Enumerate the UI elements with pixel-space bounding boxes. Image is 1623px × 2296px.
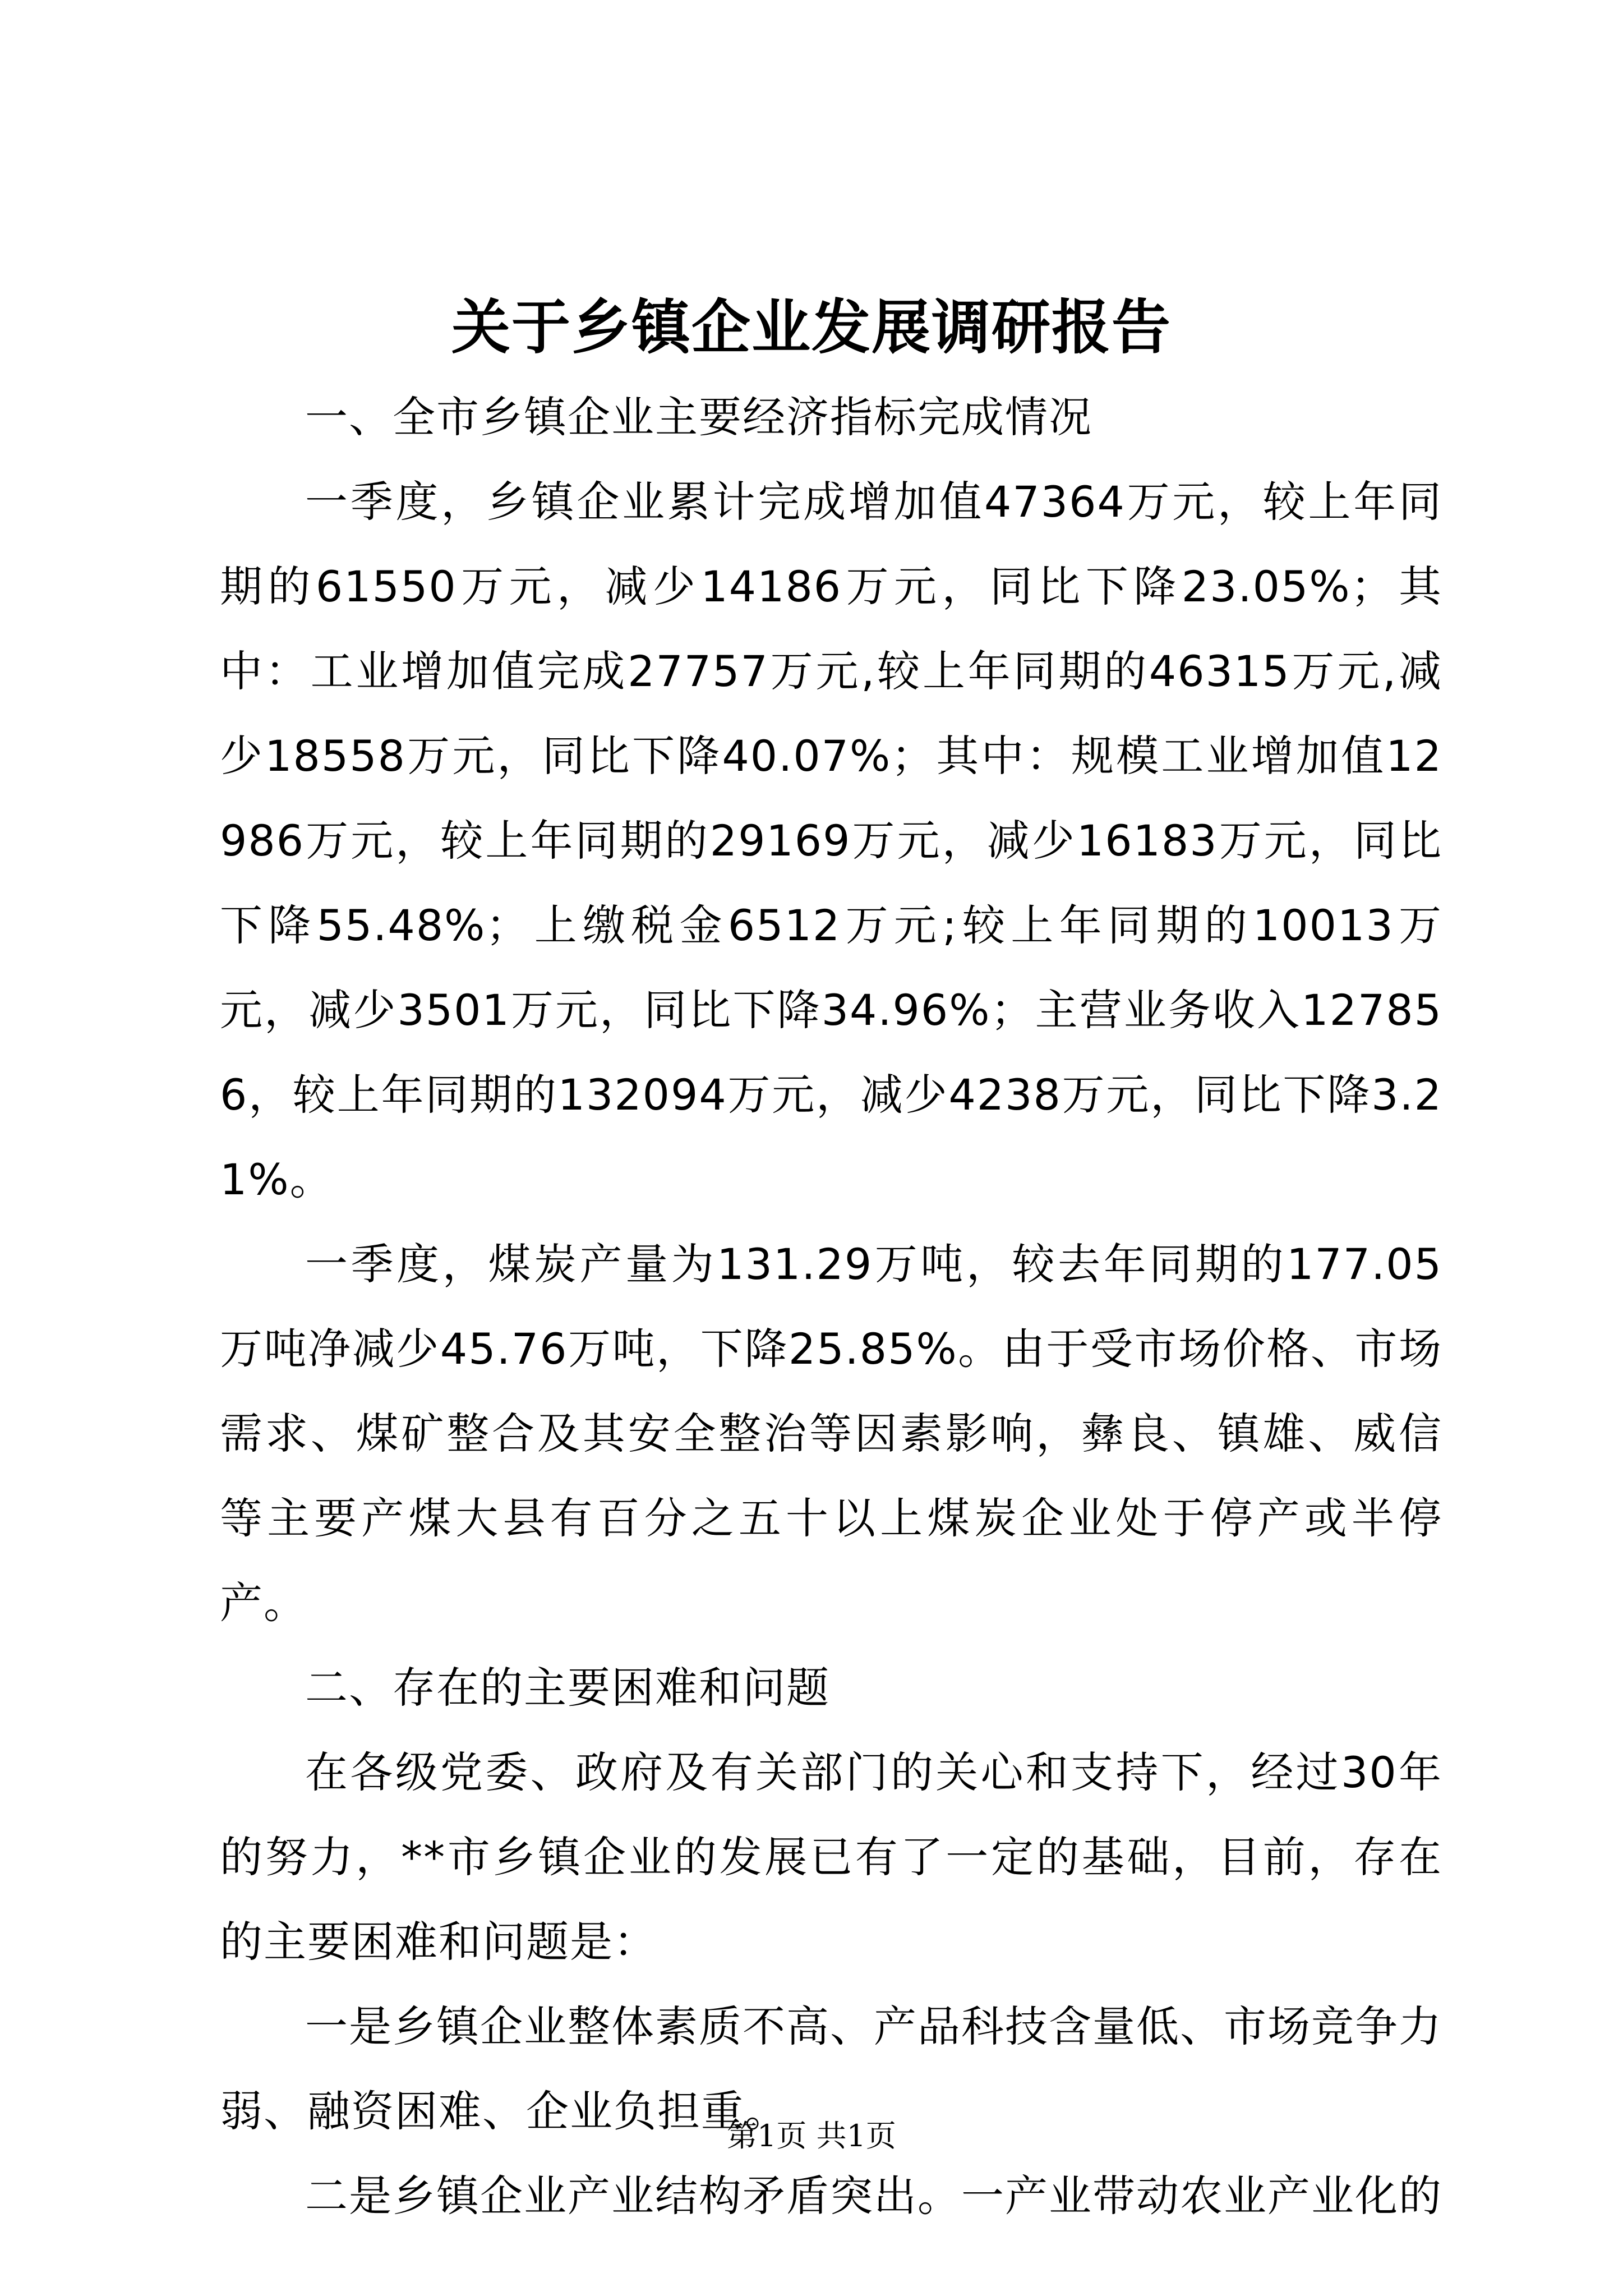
section-heading-2: 二、存在的主要困难和问题 (305, 1663, 830, 1713)
document-title: 关于乡镇企业发展调研报告 (451, 292, 1172, 362)
paragraph-coal-output: 一季度，煤炭产量为131.29万吨，较去年同期的177.05万吨净减少45.76万吨，下降25.85%。由于受市场价格、市场需求、煤矿整合及其安全整治等因素影响，彝良、镇雄、威信等主要产煤大县有百分之五十以上煤炭企业处于停产或半停产。 (220, 1239, 1442, 1628)
paragraph-problem-2: 二是乡镇企业产业结构矛盾突出。一产业带动农业产业化的 (305, 2171, 1442, 2221)
section-heading-1: 一、全市乡镇企业主要经济指标完成情况 (305, 392, 1092, 442)
paragraph-economic-indicators: 一季度，乡镇企业累计完成增加值47364万元，较上年同期的61550万元，减少14186万元，同比下降23.05%；其中：工业增加值完成27757万元,较上年同期的46315万元,减少18558万元，同比下降40.07%；其中：规模工业增加值12986万元，较上年同期的29169万元，减少16183万元，同比下降55.48%；上缴税金6512万元;较上年同期的10013万元，减少3501万元，同比下降34.96%；主营业务收入127856，较上年同期的132094万元，减少4238万元，同比下降3.21%。 (220, 477, 1442, 1204)
paragraph-difficulties-intro: 在各级党委、政府及有关部门的关心和支持下，经过30年的努力，**市乡镇企业的发展已有了一定的基础，目前，存在的主要困难和问题是： (220, 1747, 1442, 1967)
document-body (220, 375, 1442, 2238)
page-number-footer: 第1页 共1页 (727, 2118, 896, 2154)
paragraph-problem-1: 一是乡镇企业整体素质不高、产品科技含量低、市场竞争力弱、融资困难、企业负担重。 (220, 2001, 1442, 2136)
